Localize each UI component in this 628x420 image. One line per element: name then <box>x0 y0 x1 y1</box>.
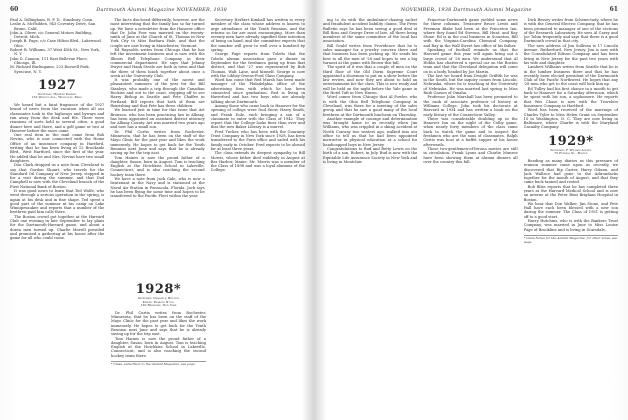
paragraph: Word has come that Red Marsh has been made manager of the Philadelphia office of the advertising firm with which he has been connected since graduation. Red is living in Haverford and has two boys who are already talking about Dartmouth. <box>210 78 305 104</box>
footnote: * Class, subscriber to the Alumni Magazine, see page. <box>111 361 206 367</box>
address-line: Joseph B. Page, c/o Case Hilton Blvd., Lakewood, Ohio. <box>10 39 102 48</box>
magazine-title-right: NOVEMBER, 1938 Dartmouth Alumni Magazine <box>400 7 532 13</box>
paragraph: The spirit of it was that a couple of men on the third floor of the Old Dorm Supreme Court appointed a showman to put on a show before the law review, and now they are about to hold an entertainment for the class. This is now ready and will be held on the night before the Yale game in the Hotel Taft in New Haven. <box>323 65 418 96</box>
class-secretary-address: 132 Walnut Ave., Wellesley, Mass. <box>31 95 83 100</box>
class-secretary-address: 75 Federal St., Boston <box>554 151 588 156</box>
left-running-head <box>10 5 305 14</box>
paragraph: We heard but a faint fragrance of the 1927 brand of news from the vacation when all our classmates took to the highways and byways and ran away from the desk and file. There were reunions of sorts held in several cities, a good dinner here and there, and a golf game or two at Hanover before the snow came. <box>10 103 105 133</box>
class-secretary: Secretary, Herbert Kimball <box>37 91 77 96</box>
paragraph: Ed Tulley had his first chance in a month to get back to Hanover for a Saturday afternoon, which he spent with his son, a sophomore. He reports that Wes Chase is now with the Travelers Insurance Company in Hartford. <box>523 86 618 108</box>
paragraph: There was considerable doubling up in the Hanover Inn on the night of the Colby game, when nearly forty members of the class came back to watch the game and to inspect the freshmen who are the sons of classmates. Ralph Curtis was host at a buffet supper at his house afterwards. <box>423 116 518 147</box>
paragraph: Lambert Williams writes from Seattle that he is in the lumber business there and that he has recently been elected president of the Dartmouth Club of the Pacific Northwest. He hopes that any '28 men who get to the coast will look him up. <box>523 65 618 87</box>
left-col-3 <box>211 18 305 414</box>
class-year-heading: 1929* <box>548 133 594 149</box>
paragraph: Harry Hutchins, who is with the Bankers Trust Company, was married in June to Miss Louise Page of Brookline and is living in Scarsdale. <box>523 219 618 232</box>
right-columns <box>323 18 618 414</box>
paragraph: Princeton-Dartmouth game yielded some news for these columns. Treasurer Bruce Lewis and Freeman Blake had been at the Princeton Inn, where they found Ed Stevens, Bill Hunt, and Ray Stone. Ed is in the coal business in Scranton, Bill with the Virginia-Carolina Chemical Company, and Ray in the Wall Street law office of his father. <box>423 18 518 48</box>
class-secretary: Secretary, F. William Andres <box>550 147 592 152</box>
paragraph: Tom Haines is now the proud father of a daughter, Susan, born in August. Tom is teaching English at the Hotchkiss School in Lakeville, Connecticut, and is also coaching the second hockey team there. <box>111 336 206 358</box>
paragraph: ing to do with the ambulance-chasing racket and fraudulent accident liability claims. The Press Bulletin says he has been seeing a good deal of Bill Ross and George Drew of late, all three being members of the same committee of the local bar association. <box>323 18 418 44</box>
paragraph: Word comes from Chicago that Al Fowler, who is with the Ohio Bell Telephone Company in Cleveland, was there for a meeting of the sales group and that he saw a good many of the local brethren at the Dartmouth luncheon on Thursday. <box>323 95 418 117</box>
paragraph: Don Clark dropped us a note from Cleveland to say that Gordon Shuart, who travels for the Standard Oil Company of New Jersey, stopped in for a visit during the summer, and that Dud Campbell is now with the Cleveland branch of the First National Bank of Boston. <box>10 163 105 189</box>
class-year-heading: 1927 <box>38 77 77 93</box>
address-line: John D. Cannon, 111 East Bellevue Place, Chicago, Ill. <box>10 56 88 65</box>
paragraph: Bob Bliss reports that he has completed three years at the Harvard Medical School and is now an interne at the Peter Bent Brigham Hospital in Boston. <box>523 184 618 202</box>
paragraph: George Page reports from Toledo that the Toledo alumni association gave a dinner in September for the freshmen going up from that district, and that '27 was represented by Bob Thomas, Walt Lane, and himself. George is now with the Libbey-Owens-Ford Glass Company. <box>210 52 305 78</box>
right-col-2 <box>423 18 517 414</box>
paragraph: It was good news to learn that Ted Wolfe, who went through a serious operation in the spring, is again at his desk and in fine shape. Ted spent a good part of the summer at his camp on Lake Winnipesaukee and reports that a number of the brethren paid him calls there. <box>10 188 105 215</box>
paragraph: Dr. Phil Curtis writes from Rochester, Minnesota, that he has been on the staff of the Mayo Clinic for the past year and likes the work immensely. He hopes to get back for the Tenth Reunion next June and says that he is already saving up for the trip east. <box>110 129 205 156</box>
address-line: Leslie A. McFadden, 943 Coventry Drive, San Bruno, Calif. <box>10 22 96 31</box>
paragraph: We have a note from Jack Gale, who is now a lieutenant in the Navy and is stationed at the Naval Air Station in Pensacola, Florida. Jack says he has been flying for some time and hopes to be transferred to the Pacific Fleet within the year. <box>110 176 205 199</box>
right-page <box>315 0 628 420</box>
paragraph: Another example of courage and determination was brought home to us recently when Jim Williams, who was crippled in a skiing accident at North Conway two winters ago, walked into our office to tell us that he had been appointed instructor in physical education at a school for handicapped boys in New Jersey. <box>323 116 418 147</box>
paragraph: Bill Gould writes from Providence that he is sales manager for a jewelry concern there and that business has been picking up. He sends his best to all the men of '28 and hopes to see a big turnout at the game with Brown this fall. <box>323 43 418 65</box>
right-col-1 <box>323 18 417 414</box>
paragraph: One real item in the mail came from Bob Nevins, who is now connected with the Home Office of an insurance company in Hartford, writing that he has been living at 12 Brookside Blvd., West Hartford, since the first of the year. He added that he and Mrs. Nevins have two small daughters. <box>10 133 105 163</box>
paragraph: Reading as many diaries as this pressure of reunion summer came upon us recently, we discovered that Rip Carter, Harry Gibson, and Jack Wallace had gone to the Adirondacks together for the month of August, and that they came back tanned and rested. <box>523 158 618 185</box>
paragraph: We learned just in time for this issue that Art Bronson, who has been practicing law in Albany, has been appointed an assistant district attorney for Albany County. Art was married two years ago and now has a small son. <box>110 108 205 130</box>
class-1928-block <box>111 278 206 370</box>
paragraph: We hear that Don Walker, Jim Stone, and Pete Hall have each been blessed with a new son during the summer. The Class of 1951 is getting off to a good start. <box>523 201 618 219</box>
paragraph: It was probably one of the nicest and pleasantest summers of the year for the Bill Stanleys, who made a trip through the Canadian Rockies and out to the coast, stopping off to see Harry Bishop in Seattle and Pete Chaffee in Portland. Bill reports that both of them are flourishing and that Pete has three children. <box>110 78 205 108</box>
paragraph: Dick Bessey writes from Schenectady, where he is with the General Electric Company, that he has been promoted to manager of one of the sections of the Research Laboratory. He sees Al Carey and Joe Tobin frequently and says that there is a good Dartmouth crowd in that city. <box>523 18 618 44</box>
paragraph: The last we heard from Dwight Griffith he was in the South, but the inquiry comes from Lincoln, Nebraska, where he is teaching at the University of Nebraska. He was married last spring to Miss Ruth Carson of Omaha. <box>423 73 518 96</box>
footnote: * Class Notes for the Alumni Magazine, for other notes, see page. <box>523 235 618 244</box>
page-number-right: 61 <box>609 6 618 13</box>
paragraph: Fred Tucker, who has been with the Guaranty Trust Company in New York since 1928, has been transferred to the Paris office and sailed with his family early in October. Fred expects to be abroad for at least three years. <box>210 129 305 151</box>
paragraph: The new address of Jim Sullivan is 17 Lincoln Avenue, Rutherford, New Jersey. Jim is now with the Consolidated Edison Company and has been living in New Jersey for the past two years with his wife and daughter. <box>523 43 618 65</box>
class-secretary-address: 120 Broadway, New York <box>140 303 177 308</box>
paragraph: Professor John Marshall has been promoted to the rank of associate professor of history at Williams College. John took his doctorate at Harvard in 1934 and has written a book on the early history of the Connecticut Valley. <box>423 95 518 117</box>
paragraph: Dr. Phil Curtis writes from Rochester, Minnesota, that he has been on the staff of the Mayo Clinic for the past year and likes the work immensely. He hopes to get back for the Tenth Reunion next June and says that he is already saving up for the trip east. <box>111 310 206 337</box>
paragraph: Speaking of football reminds us that the Harvard game this year will again bring out a large crowd of '28 men. We understand that Al Hobbs has chartered a special car on the Boston train and that the Cleveland delegation will come on in a body, headed by Joe Martin. <box>423 48 518 74</box>
paragraph: Tom Haines is now the proud father of a daughter, Susan, born in August. Tom is teaching English at the Hotchkiss School in Lakeville, Connecticut, and is also coaching the second hockey team there. <box>110 155 205 177</box>
paragraph: Secretary Herbert Kimball has written to every member of the class whose address is known to urge attendance at the Tenth Reunion, and the returns so far are most encouraging. More than seventy men have already signified their intention of being on hand, and the committee expects that the number will grow to well over a hundred by spring. <box>210 18 305 53</box>
paragraph: The class extends its deepest sympathy to Bill Morris, whose father died suddenly in August at Bar Harbor, Maine. Mr. Morris was a member of the Class of 1898 and was a loyal alumnus of the College. <box>210 151 305 173</box>
right-running-head <box>323 5 618 14</box>
magazine-title-left: Dartmouth Alumni Magazine NOVEMBER, 1938 <box>96 7 228 13</box>
class-secretary-firm: Kidder, Peabody & Co. <box>142 299 175 304</box>
right-col-3 <box>524 18 618 414</box>
paragraph: The Boston crowd got together at the Harvard Club one evening in late September to lay plans for the Dartmouth-Harvard game, and about a dozen men turned up. Charlie Merrill presided and promised a gathering at his house after the game for all who could come. <box>10 214 105 241</box>
page-number-left: 60 <box>10 6 19 13</box>
paragraph: Word has been received of the marriage of Charles Tyler to Miss Helen Grant on September 10 in Washington, D. C. They are now living in Baltimore, where Charlie is with the Maryland Casualty Company. <box>523 108 618 130</box>
paragraph: Congratulations to Bud and Betty Lewis on the birth of a son, Robert, in July. Bud is now with the Equitable Life Assurance Society in New York and is living in Montclair. <box>323 146 418 164</box>
address-line: Robert B. Williams, 37 West 45th St., New York, N. Y. <box>10 48 100 57</box>
paragraph: Ed Raynolds writes from Chicago that he has left the investment business and is now with the Illinois Bell Telephone Company in their commercial department. He says that Johnny Dwyer and Hank Steele are both in town and that the three of them lunch together about once a week at the University Club. <box>110 48 205 78</box>
paragraph: Those two-gentlemen-of-Verona movies are still in circulation. Frank Lyons and Charlie Munroe have been showing them at alumni dinners all over the country this fall. <box>423 146 518 164</box>
paragraph: Among those who came back to Hanover for the opening of college were Dud Snow, Harry Smith, and Frank Dole, each bringing a son of a classmate to enter with the Class of 1942. They report that the College looks finer than ever and that the new Baker Library is a marvel. <box>210 103 305 130</box>
address-line: Paul A. Dillingham, R. F. D., Simsbury, Conn. <box>10 18 94 22</box>
left-col-1 <box>10 18 104 414</box>
class-year-heading: 1928* <box>135 282 182 297</box>
address-line: M. Richard Burlingame, 223 Roswell Park, Syracuse, N. Y. <box>10 65 90 74</box>
address-line: John A. Oliver, c/o General Motors Building, Detroit, Mich. <box>10 30 93 40</box>
class-secretary: Secretary, Osmond J. Billings <box>137 296 180 300</box>
paragraph: The facts disclosed differently, however, are the most interesting that the family has so far turned up. We have a newsletter from the Hanover office that Dr. John Poor was married on the twenty-ninth of June at the Church of St. Thomas in New York City to Miss Barbara Hale, and that the couple are now living in Manchester, Vermont. <box>110 18 205 48</box>
